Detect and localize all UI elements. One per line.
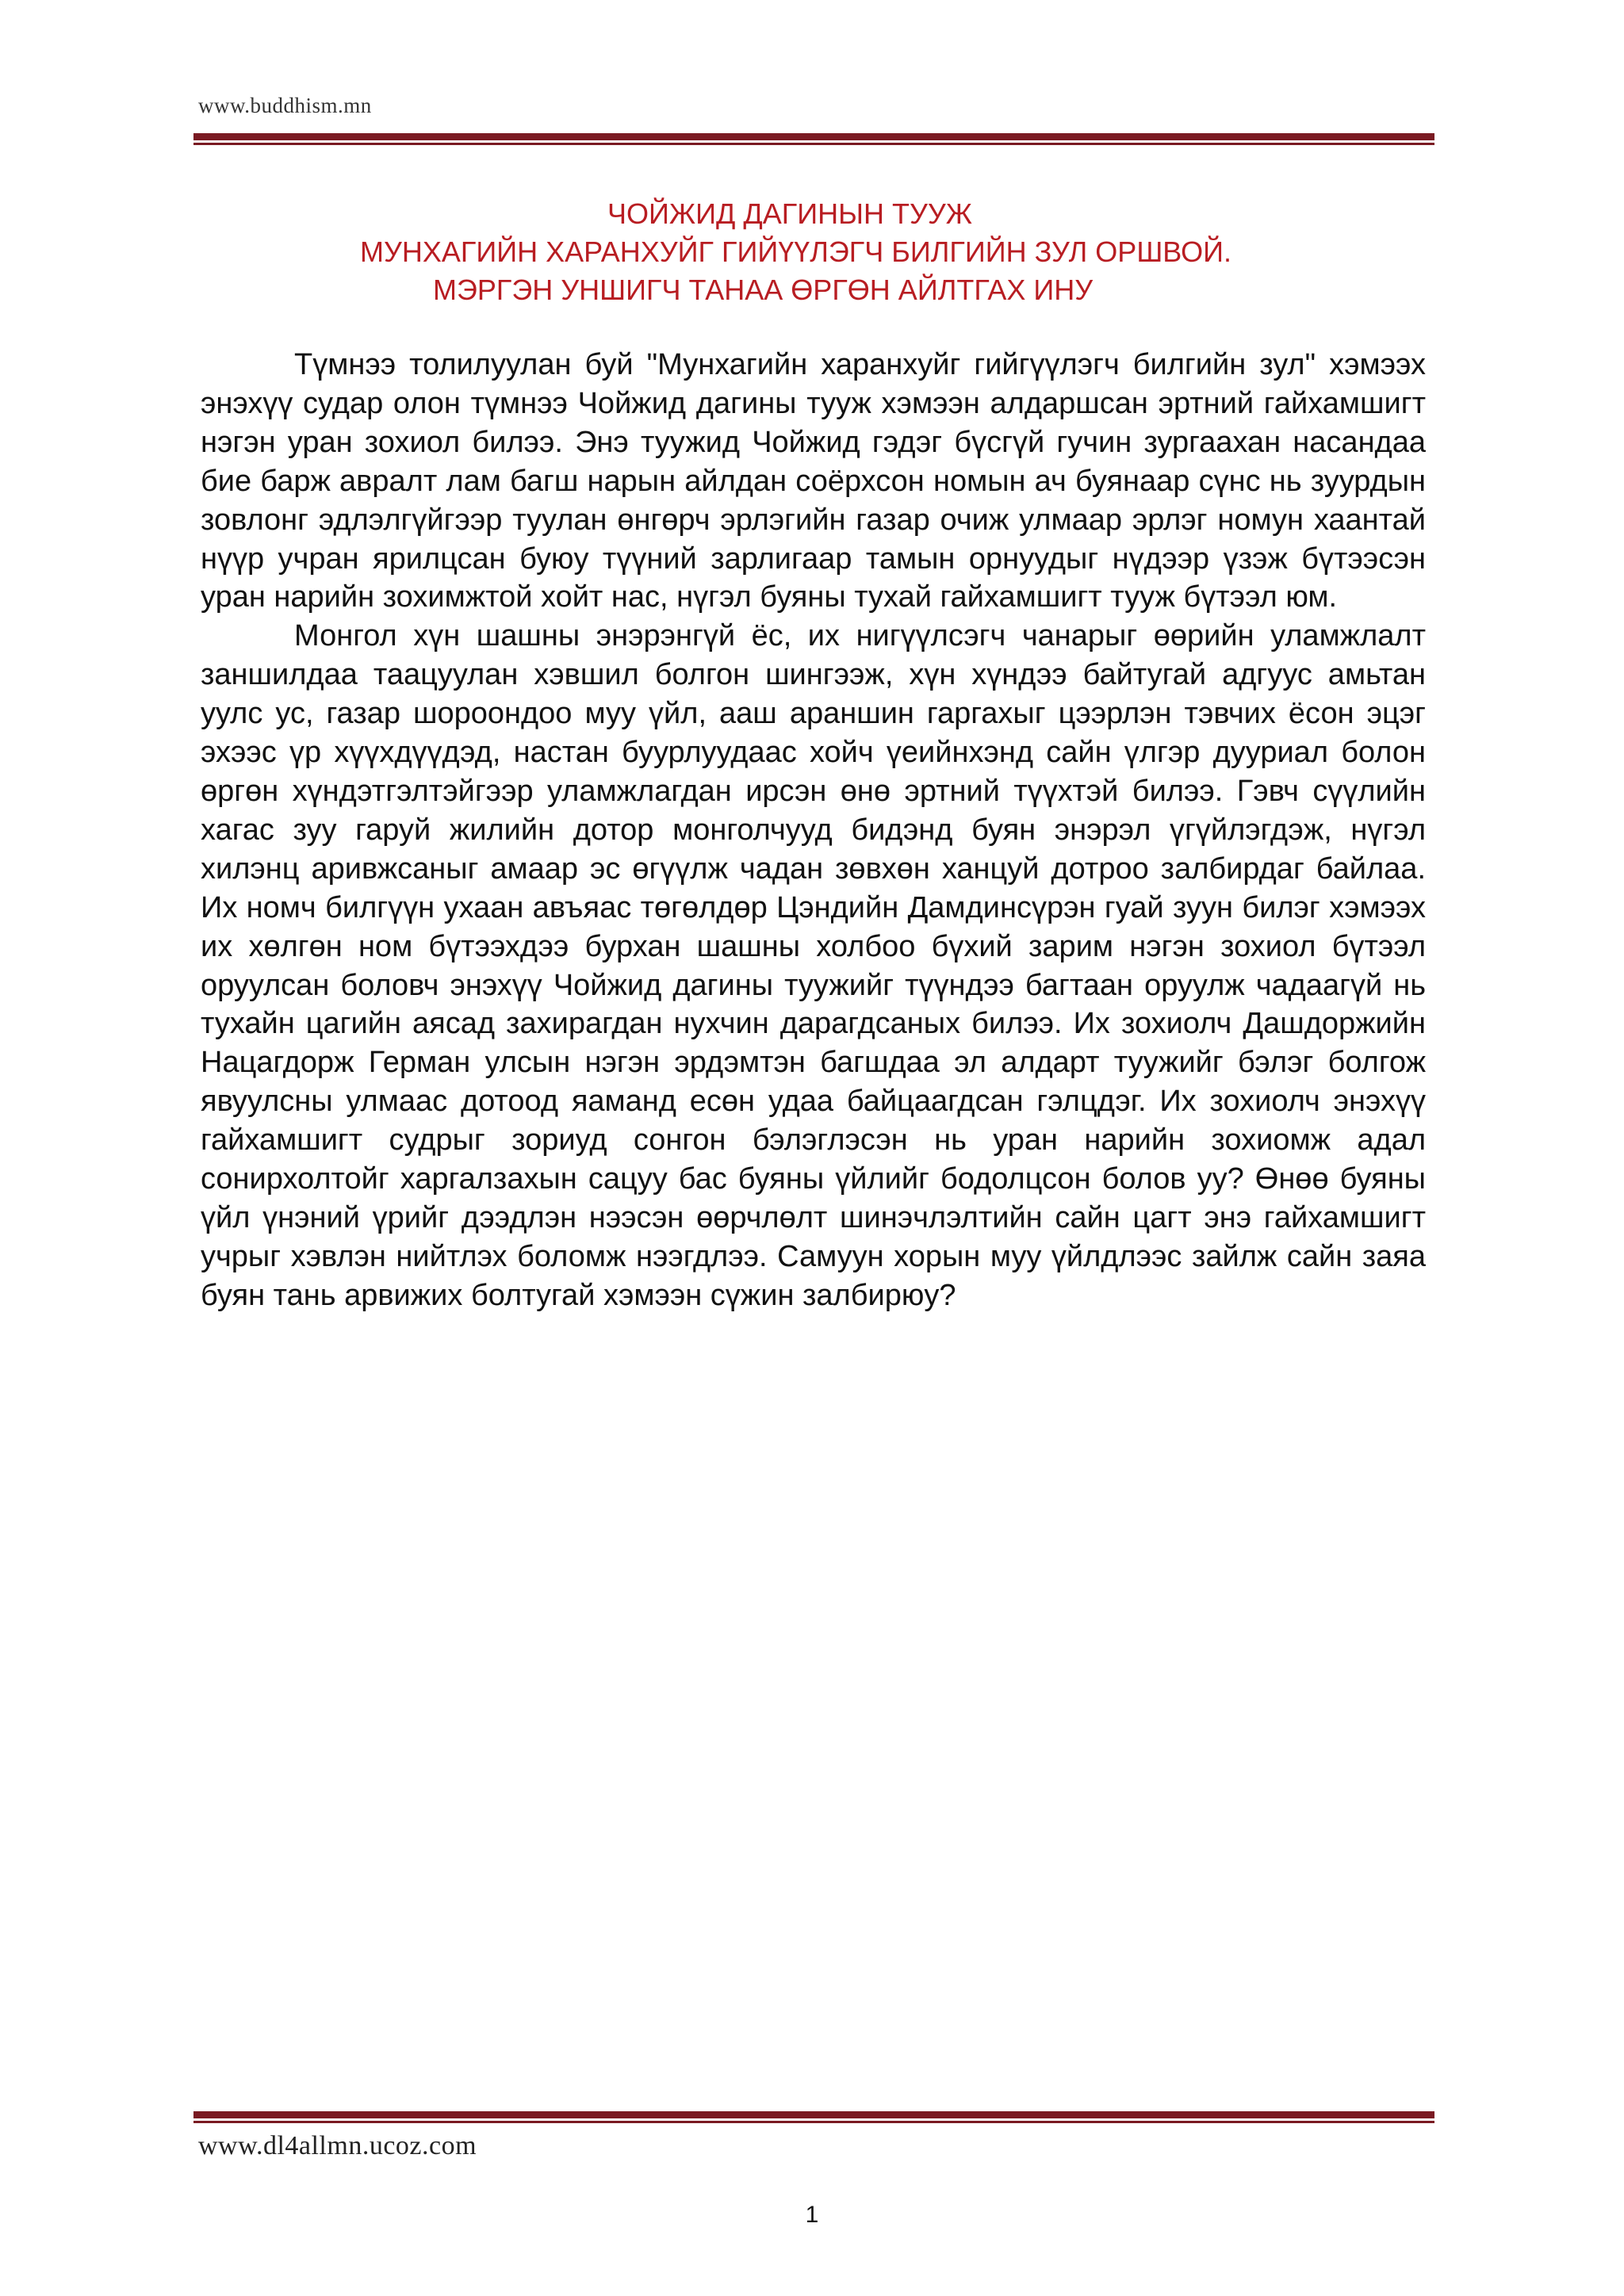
page-number: 1 (805, 2202, 819, 2228)
header-divider (193, 133, 1434, 145)
title-line-2: МУНХАГИЙН ХАРАНХУЙГ ГИЙҮҮЛЭГЧ БИЛГИЙН ЗУЛ ОРШВОЙ. (360, 235, 1232, 268)
body-text (201, 346, 1426, 1315)
title-line-3: МЭРГЭН УНШИГЧ ТАНАА ӨРГӨН АЙЛТГАХ ИНУ (433, 274, 1094, 306)
paragraph-1: Түмнээ толилуулан буй "Мунхагийн харанхуйг гийгүүлэгч билгийн зул" хэмээх энэхүү судар олон түмнээ Чойжид дагины тууж хэмээн алдаршсан эртний гайхамшигт нэгэн уран зохиол билээ. Энэ туужид Чойжид гэдэг бүсгүй гучин зургаахан насандаа бие барж авралт лам багш нарын айлдан соёрхсон номын ач буянаар сүнс нь зуурдын зовлонг эдлэлгүйгээр туулан өнгөрч эрлэгийн газар очиж улмаар эрлэг номун хаантай нүүр учран ярилцсан буюу түүний зарлигаар тамын орнуудыг нүдээр үзэж бүтээсэн уран нарийн зохимжтой хойт нас, нүгэл буяны тухай гайхамшигт тууж бүтээл юм. (201, 348, 1426, 614)
paragraph-2: Монгол хүн шашны энэрэнгүй ёс, их нигүүлсэгч чанарыг өөрийн уламжлалт заншилдаа таацуулан хэвшил болгон шингээж, хүн хүндээ байтугай адгуус амьтан уулс ус, газар шороондоо муу үйл, ааш араншин гаргахыг цээрлэн тэвчих ёсон эцэг эхээс үр хүүхдүүдэд, настан буурлуудаас хойч үеийнхэнд сайн үлгэр дууриал болон өргөн хүндэтгэлтэйгээр уламжлагдан ирсэн өнө эртний түүхтэй билээ. Гэвч сүүлийн хагас зуу гаруй жилийн дотор монголчууд бидэнд буян энэрэл үгүйлэгдэж, нүгэл хилэнц аривжсаныг амаар эс өгүүлж чадан зөвхөн ханцуй дотроо залбирдаг байлаа. Их номч билгүүн ухаан авъяас төгөлдөр Цэндийн Дамдинсүрэн гуай зуун билэг хэмээх их хөлгөн ном бүтээхдээ бурхан шашны холбоо бүхий зарим нэгэн зохиол бүтээл оруулсан боловч энэхүү Чойжид дагины туужийг түүндээ багтаан оруулж чадаагүй нь тухайн цагийн аясад захирагдан нухчин дарагдсаных билээ. Их зохиолч Дашдоржийн Нацагдорж Герман улсын нэгэн эрдэмтэн багшдаа эл алдарт туужийг бэлэг болгож явуулсны улмаас дотоод яаманд есөн удаа байцаагдсан гэлцдэг. Их зохиолч энэхүү гайхамшигт судрыг зориуд сонгон бэлэглэсэн нь уран нарийн зохиомж адал сонирхолтойг харгалзахын сацуу бас буяны үйлийг бодолцсон болов уу? Өнөө буяны үйл үнэний үрийг дээдлэн нээсэн өөрчлөлт шинэчлэлтийн сайн цагт энэ гайхамшигт учрыг хэвлэн нийтлэх боломж нээгдлээ. Самуун хорын муу үйлдлээс зайлж сайн заяа буян тань арвижих болтугай хэмээн сүжин залбирюу? (201, 619, 1426, 1312)
footer-url: www.dl4allmn.ucoz.com (198, 2131, 477, 2160)
header-url: www.buddhism.mn (198, 94, 372, 117)
title-line-1: ЧОЙЖИД ДАГИНЫН ТУУЖ (607, 197, 972, 230)
footer-divider (193, 2111, 1434, 2123)
